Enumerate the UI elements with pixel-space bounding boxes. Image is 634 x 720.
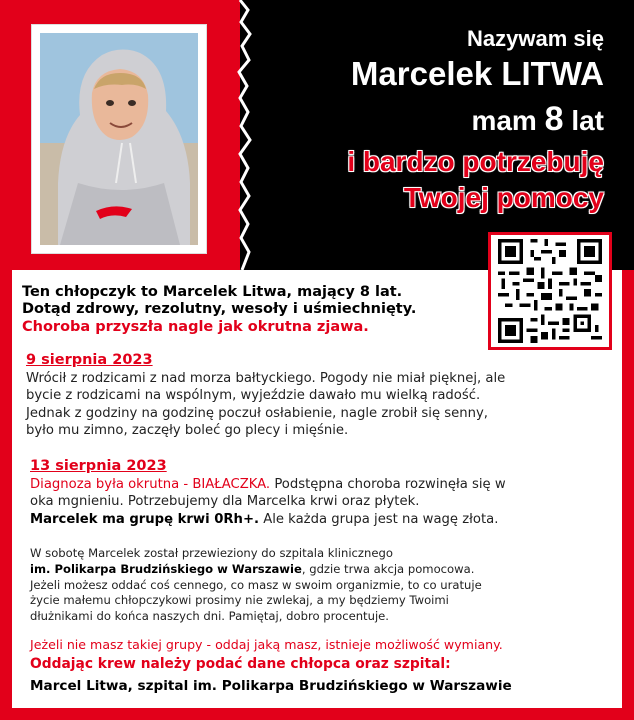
section-1-line: było mu zimno, zaczęły boleć go plecy i mięśnie. — [26, 423, 349, 439]
section-2-line-1 — [30, 476, 610, 493]
intro-line-3: Choroba przyszła nagle jak okrutna zjawa. — [22, 318, 369, 335]
section-3-line-1: W sobotę Marcelek został przewieziony do szpitala klinicznego — [30, 546, 393, 560]
footer-line-2: Oddając krew należy podać dane chłopca oraz szpital: — [30, 656, 451, 672]
header-line-help: Twojej pomocy — [403, 182, 604, 213]
hospital-rest: , gdzie trwa akcja pomocowa. — [301, 561, 475, 576]
footer-line-1: Jeżeli nie masz takiej grupy - oddaj jaką masz, istnieje możliwość wymiany. — [30, 637, 503, 652]
intro-line-2: Dotąd zdrowy, rezolutny, wesoły i uśmiechnięty. — [22, 301, 417, 318]
diagnosis-rest: Podstępna choroba rozwinęła się w — [270, 477, 506, 492]
qr-code[interactable] — [488, 232, 612, 350]
blood-type-text: Marcelek ma grupę krwi 0Rh+. — [30, 511, 259, 527]
section-3-line-2 — [30, 562, 610, 578]
footer-line-3: Marcel Litwa, szpital im. Polikarpa Brudzińskiego w Warszawie — [30, 678, 512, 694]
age-prefix: mam — [471, 105, 537, 136]
header-line-name: Marcelek LITWA — [350, 55, 604, 92]
intro-line-1: Ten chłopczyk to Marcelek Litwa, mający 8 lat. — [22, 284, 403, 300]
header-line-age — [471, 100, 604, 139]
section-1-line: Wrócił z rodzicami z nad morza bałtyckiego. Pogody nie miał pięknej, ale — [26, 371, 506, 386]
diagnosis-text: Diagnoza była okrutna - BIAŁACZKA. — [30, 477, 271, 492]
child-photo — [40, 33, 198, 245]
hospital-name: im. Polikarpa Brudzińskiego w Warszawie — [30, 561, 302, 576]
section-3-line-3: Jeżeli możesz oddać coś cennego, co masz w swoim organizmie, to co uratuje — [30, 577, 482, 592]
section-2-date: 13 sierpnia 2023 — [30, 458, 167, 474]
section-1-date: 9 sierpnia 2023 — [26, 352, 153, 368]
section-3-line-5: dłużnikami do końca naszych dni. Pamiętaj, dobro procentuje. — [30, 609, 389, 624]
section-3-text — [30, 546, 610, 625]
header-line-name-intro: Nazywam się — [467, 26, 604, 51]
blood-type-rest: Ale każda grupa jest na wagę złota. — [259, 511, 499, 527]
qr-code-icon — [498, 239, 602, 343]
section-2-line-2: oka mgnieniu. Potrzebujemy dla Marcelka krwi oraz płytek. — [30, 494, 420, 510]
section-1-line: bycie z rodzicami na wspólnym, wyjeździe dawało mu wielką radość. — [26, 388, 481, 404]
child-photo-frame — [32, 25, 206, 253]
torn-edge-divider — [226, 0, 256, 270]
age-suffix: lat — [571, 105, 604, 136]
section-1-line: Jednak z godziny na godzinę poczuł osłabienie, nagle zrobił się senny, — [26, 405, 488, 421]
section-1-text — [26, 370, 606, 440]
age-number: 8 — [544, 100, 564, 138]
intro-text — [22, 284, 416, 336]
header-line-need: i bardzo potrzebuję — [347, 146, 604, 177]
section-3-line-4: życie małemu chłopczykowi prosimy nie zwlekaj, a my będziemy Twoimi — [30, 593, 449, 608]
section-2-text — [30, 476, 610, 528]
section-2-line-3 — [30, 511, 610, 528]
